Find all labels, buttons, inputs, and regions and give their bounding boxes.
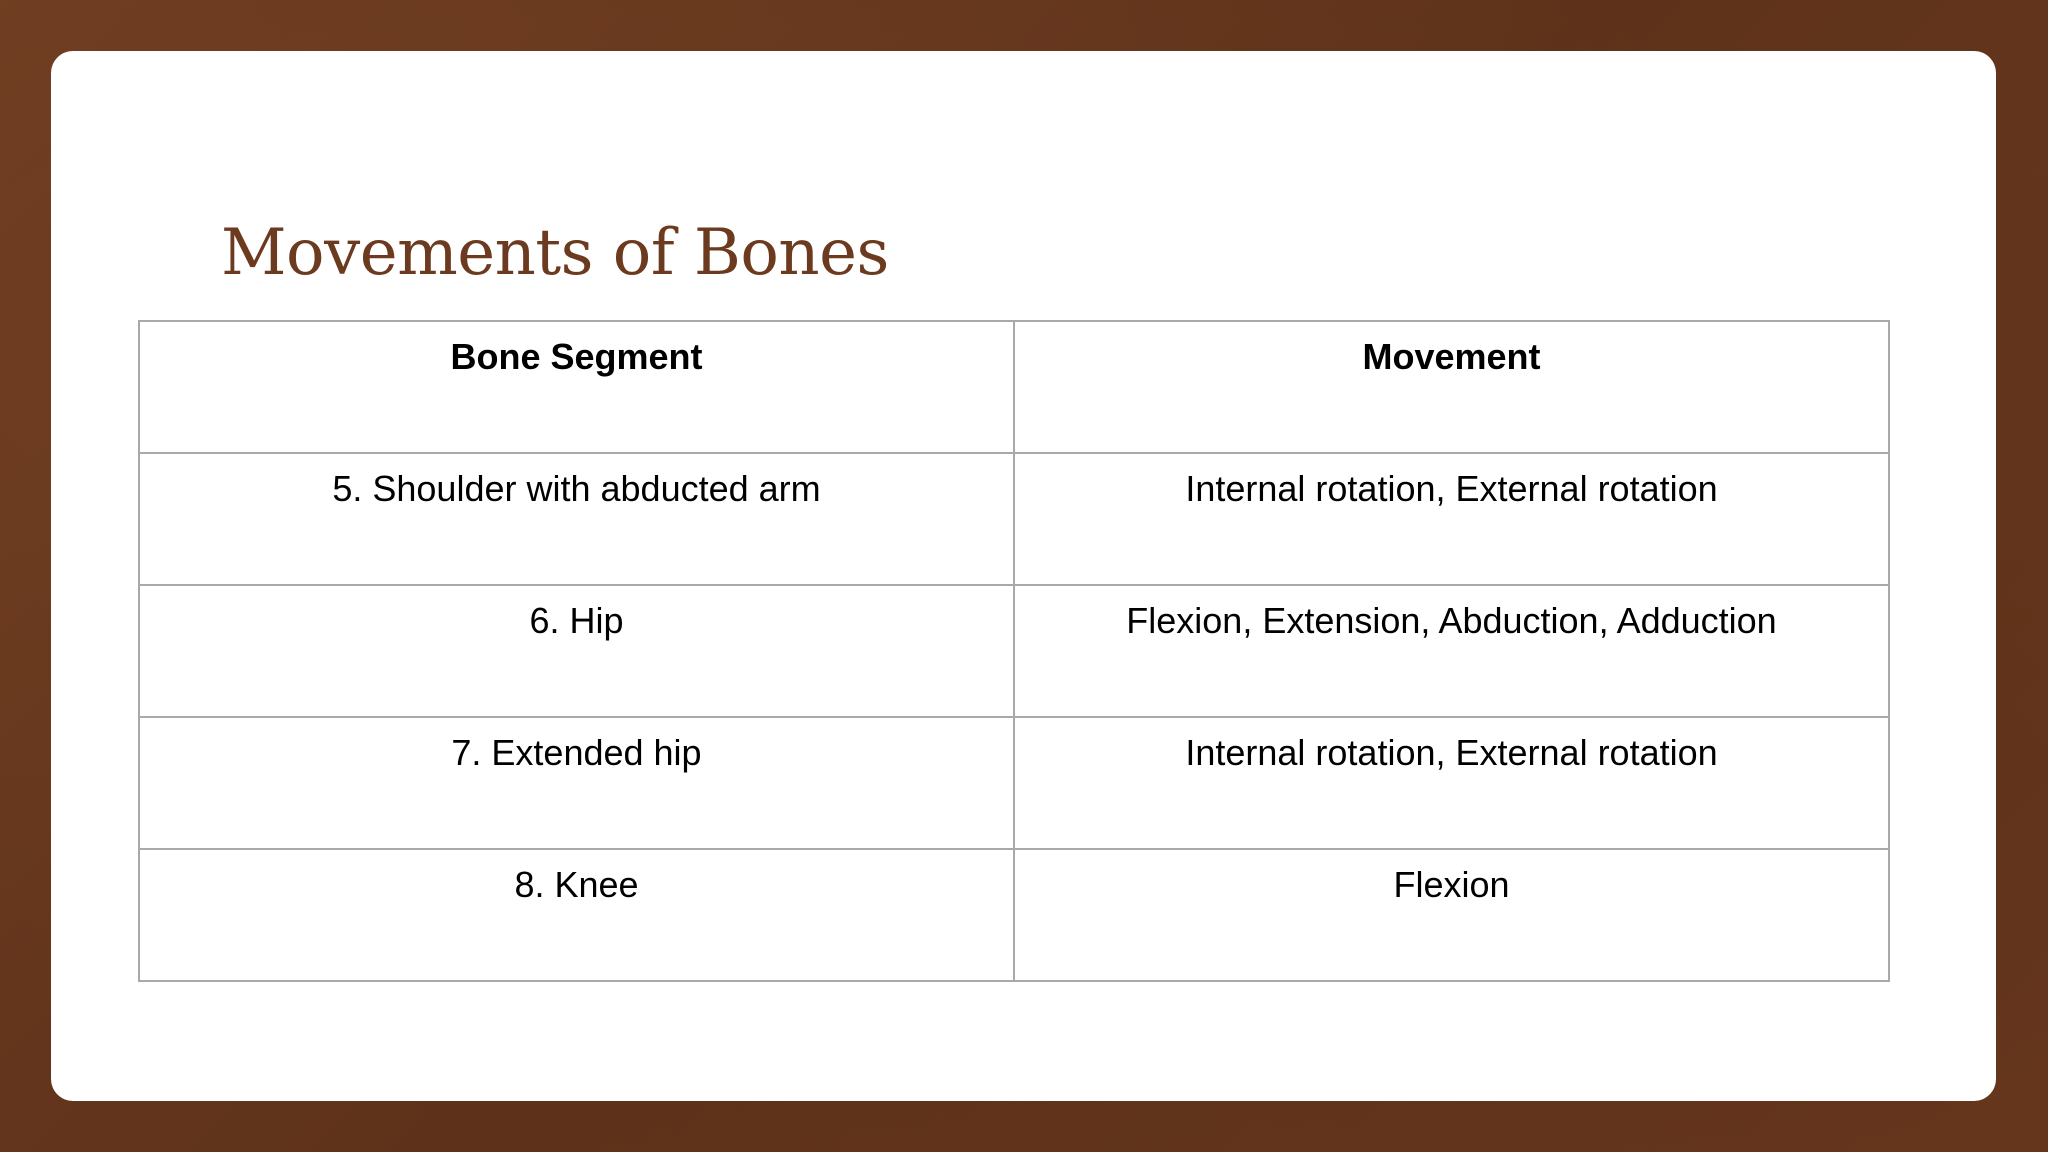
table-row [139,585,1889,717]
bone-movement-table [138,320,1890,982]
bone-segment-cell: 8. Knee [139,849,1014,981]
header-movement: Movement [1014,321,1889,453]
slide-card [51,51,1996,1101]
movement-cell: Internal rotation, External rotation [1014,453,1889,585]
table-row [139,717,1889,849]
movement-cell: Internal rotation, External rotation [1014,717,1889,849]
bone-segment-cell: 7. Extended hip [139,717,1014,849]
table-header-row [139,321,1889,453]
slide-title: Movements of Bones [221,216,889,290]
table-row [139,849,1889,981]
table-row [139,453,1889,585]
movement-cell: Flexion [1014,849,1889,981]
header-bone-segment: Bone Segment [139,321,1014,453]
bone-segment-cell: 6. Hip [139,585,1014,717]
movement-cell: Flexion, Extension, Abduction, Adduction [1014,585,1889,717]
bone-segment-cell: 5. Shoulder with abducted arm [139,453,1014,585]
